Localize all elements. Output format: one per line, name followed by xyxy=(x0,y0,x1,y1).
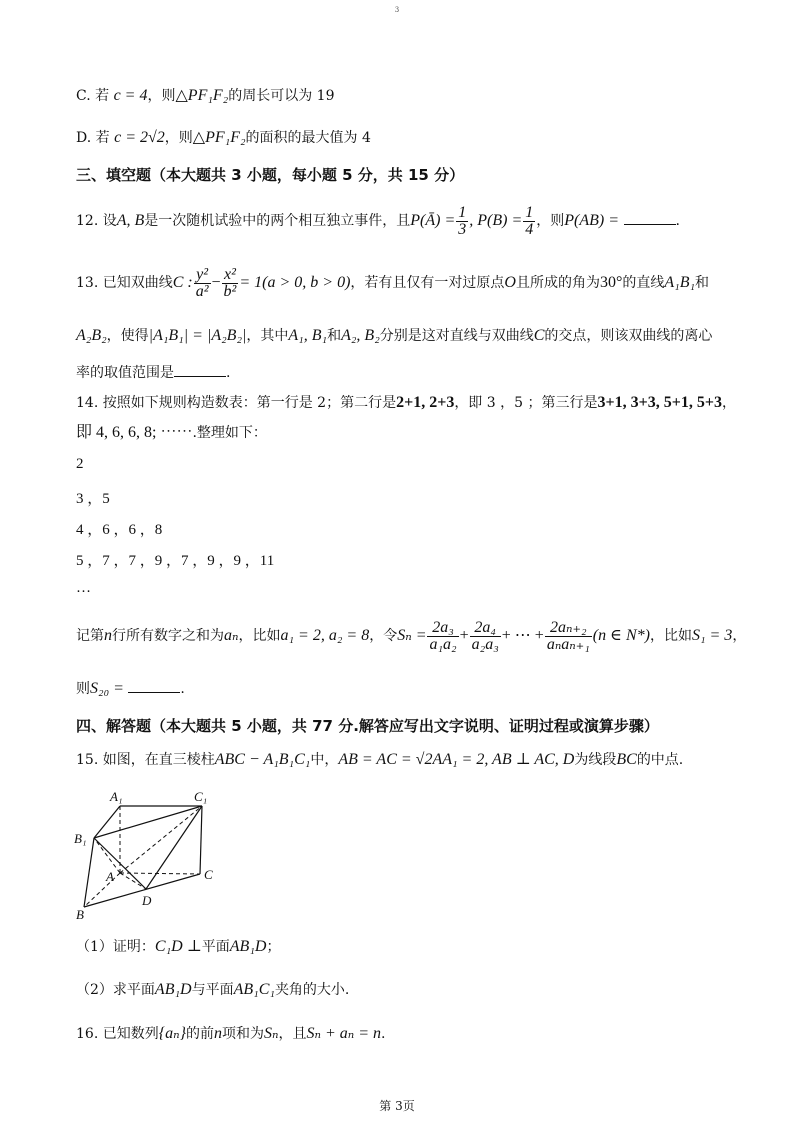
label-b: B xyxy=(76,907,84,922)
section4-title: 四、解答题（本大题共 5 小题，共 77 分.解答应写出文字说明、证明过程或演算步骤） xyxy=(76,717,659,735)
option-c: C. 若 c = 4，则△PF₁F₂的周长可以为 19 xyxy=(76,87,335,104)
question-14-definition: 记第n行所有数字之和为aₙ，比如a₁ = 2, a₂ = 8，令Sₙ = $\frac{\text{2a₃}}{\text{a₁a₂}}$ + $\frac{\text{2a₄}}{\text{a₂a₃}}$ + ⋯ + $\frac{\text{2aₙ₊₂}}{\text{aₙaₙ₊₁}}$ (n ∈ N*)，比如S₁ = 3， xyxy=(76,618,747,653)
number-table-row-1: 2 xyxy=(76,456,84,472)
footer-page-number: 第 3页 xyxy=(379,1099,415,1113)
label-d: D xyxy=(142,893,152,908)
label-a: A xyxy=(106,869,114,884)
number-table-row-3: 4 ，6 ，6 ，8 xyxy=(76,522,163,538)
question-13-line2: A₂B₂，使得|A₁B₁| = |A₂B₂|，其中A₁, B₁和A₂, B₂分别是这对直线与双曲线C的交点，则该双曲线的离心 xyxy=(76,327,713,344)
edge-b1c1 xyxy=(94,806,202,838)
label-a1: A₁ xyxy=(110,789,123,804)
number-table-row-2: 3 ，5 xyxy=(76,491,110,507)
hidden-segment-ab1 xyxy=(94,838,120,873)
question-14-ask: 则S₂₀ = . xyxy=(76,680,185,697)
segment-c1d xyxy=(146,806,202,889)
number-table-row-4: 5 ，7 ，7 ，9 ，7 ，9 ，9 ，11 xyxy=(76,553,275,569)
hidden-segment-ad xyxy=(120,873,146,889)
prism-figure xyxy=(70,785,230,925)
question-14-line2: 即 4, 6, 6, 8; ⋯⋯.整理如下： xyxy=(76,424,267,441)
header-page-mark: 3 xyxy=(394,6,400,14)
edge-b1b xyxy=(84,838,94,907)
answer-blank-12[interactable] xyxy=(624,210,676,225)
question-14-line1: 14. 按照如下规则构造数表：第一行是 2；第二行是2+1, 2+3，即 3 ，5 ；第三行是3+1, 3+3, 5+1, 5+3， xyxy=(76,394,736,411)
question-15-part2: （2）求平面AB₁D与平面AB₁C₁夹角的大小. xyxy=(76,981,350,998)
question-13-line1: 13. 已知双曲线C : $\frac{\text{y²}}{\text{a²}}$ − $\frac{\text{x²}}{\text{b²}}$ = 1(a > 0, b > 0)，若有且仅有一对过原点O且所成的角为30°的直线A₁B₁和 xyxy=(76,265,710,300)
number-table-row-5: … xyxy=(76,580,91,596)
label-c: C xyxy=(204,867,213,882)
label-b1: B₁ xyxy=(74,831,87,846)
question-15: 15. 如图，在直三棱柱ABC − A₁B₁C₁中，AB = AC = √2AA₁ = 2, AB ⊥ AC, D为线段BC的中点. xyxy=(76,751,684,768)
hidden-segment-ac1 xyxy=(120,806,202,873)
question-12: 12. 设A, B是一次随机试验中的两个相互独立事件，且P(Ā) = $\frac{1}{3}$ , P(B) = $\frac{1}{4}$ ，则P(AB) = . xyxy=(76,203,680,238)
label-c1: C₁ xyxy=(194,789,208,804)
edge-b1a1 xyxy=(94,806,120,838)
question-16: 16. 已知数列{aₙ}的前n项和为Sₙ，且Sₙ + aₙ = n. xyxy=(76,1025,386,1042)
edge-c1c xyxy=(200,806,202,874)
answer-blank-14[interactable] xyxy=(128,678,180,693)
question-13-line3: 率的取值范围是 . xyxy=(76,362,230,383)
answer-blank-13[interactable] xyxy=(174,362,226,377)
question-15-part1: （1）证明：C₁D ⊥平面AB₁D； xyxy=(76,938,281,955)
option-d: D. 若 c = 2√2，则△PF₁F₂的面积的最大值为 4 xyxy=(76,129,371,146)
hidden-edge-ac xyxy=(120,873,200,874)
section3-title: 三、填空题（本大题共 3 小题，每小题 5 分，共 15 分） xyxy=(76,166,465,184)
